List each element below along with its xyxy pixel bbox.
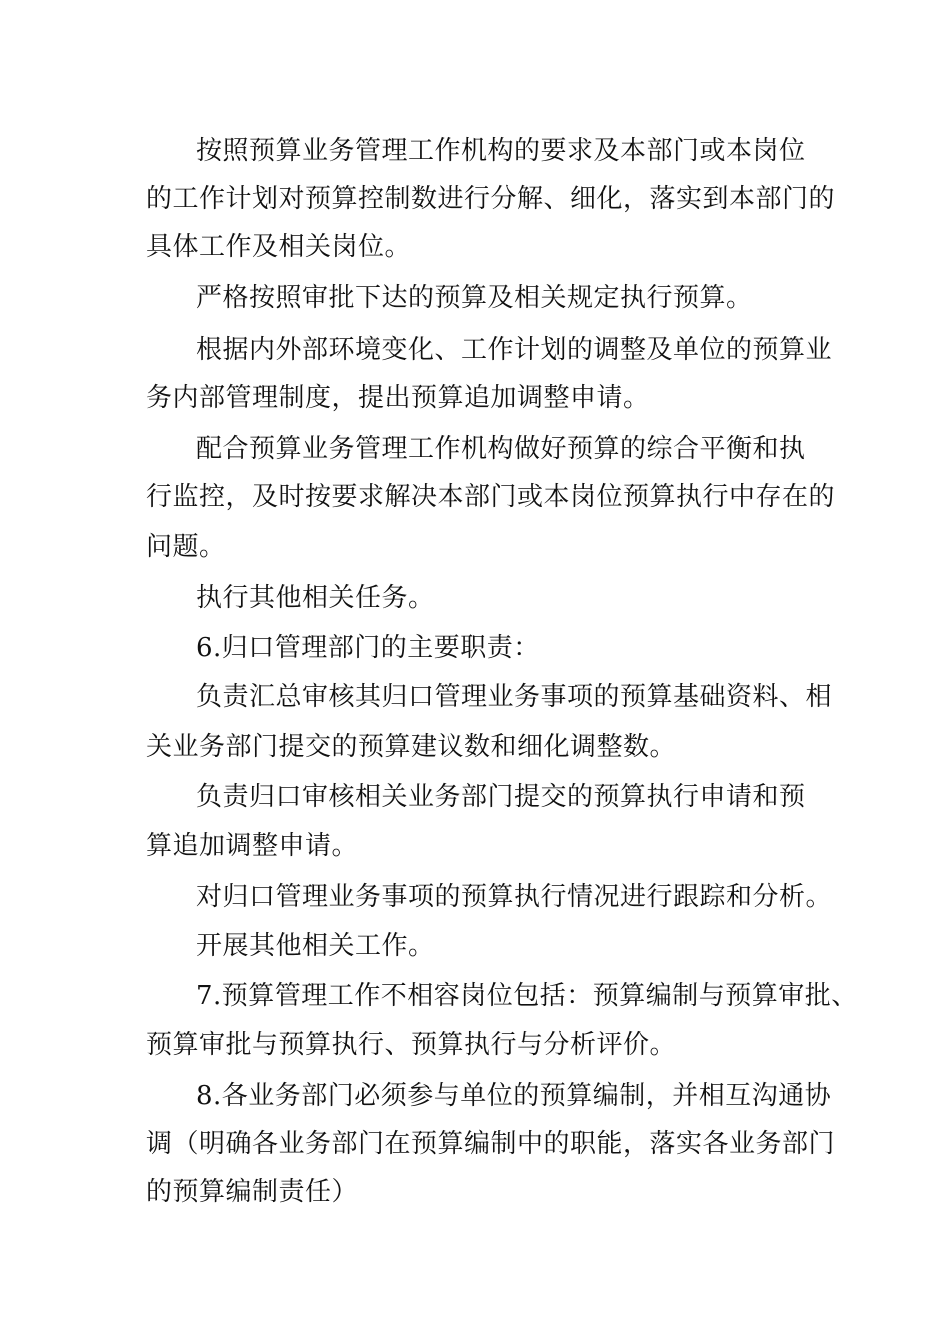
text-line: 按照预算业务管理工作机构的要求及本部门或本岗位 bbox=[196, 136, 806, 166]
text-line: 负责归口审核相关业务部门提交的预算执行申请和预 bbox=[196, 782, 806, 812]
text-line: 8.各业务部门必须参与单位的预算编制，并相互沟通协 bbox=[196, 1081, 832, 1111]
text-line: 行监控，及时按要求解决本部门或本岗位预算执行中存在的 bbox=[146, 482, 836, 512]
text-line: 严格按照审批下达的预算及相关规定执行预算。 bbox=[196, 283, 753, 313]
text-line: 务内部管理制度，提出预算追加调整申请。 bbox=[146, 383, 650, 413]
text-line: 配合预算业务管理工作机构做好预算的综合平衡和执 bbox=[196, 434, 806, 464]
text-line: 预算审批与预算执行、预算执行与分析评价。 bbox=[146, 1030, 677, 1060]
section-heading: 6.归口管理部门的主要职责： bbox=[196, 633, 540, 663]
text-line: 开展其他相关工作。 bbox=[196, 931, 435, 961]
text-line: 7.预算管理工作不相容岗位包括：预算编制与预算审批、 bbox=[196, 981, 858, 1011]
text-line: 算追加调整申请。 bbox=[146, 831, 359, 861]
text-line: 对归口管理业务事项的预算执行情况进行跟踪和分析。 bbox=[196, 882, 833, 912]
text-line: 执行其他相关任务。 bbox=[196, 583, 435, 613]
text-line: 关业务部门提交的预算建议数和细化调整数。 bbox=[146, 732, 677, 762]
text-line: 问题。 bbox=[146, 532, 226, 562]
text-line: 具体工作及相关岗位。 bbox=[146, 232, 412, 262]
text-line: 负责汇总审核其归口管理业务事项的预算基础资料、相 bbox=[196, 682, 833, 712]
text-line: 调（明确各业务部门在预算编制中的职能，落实各业务部门 bbox=[146, 1129, 836, 1159]
text-line: 的预算编制责任） bbox=[146, 1177, 359, 1207]
text-line: 根据内外部环境变化、工作计划的调整及单位的预算业 bbox=[196, 335, 833, 365]
text-line: 的工作计划对预算控制数进行分解、细化，落实到本部门的 bbox=[146, 184, 836, 214]
